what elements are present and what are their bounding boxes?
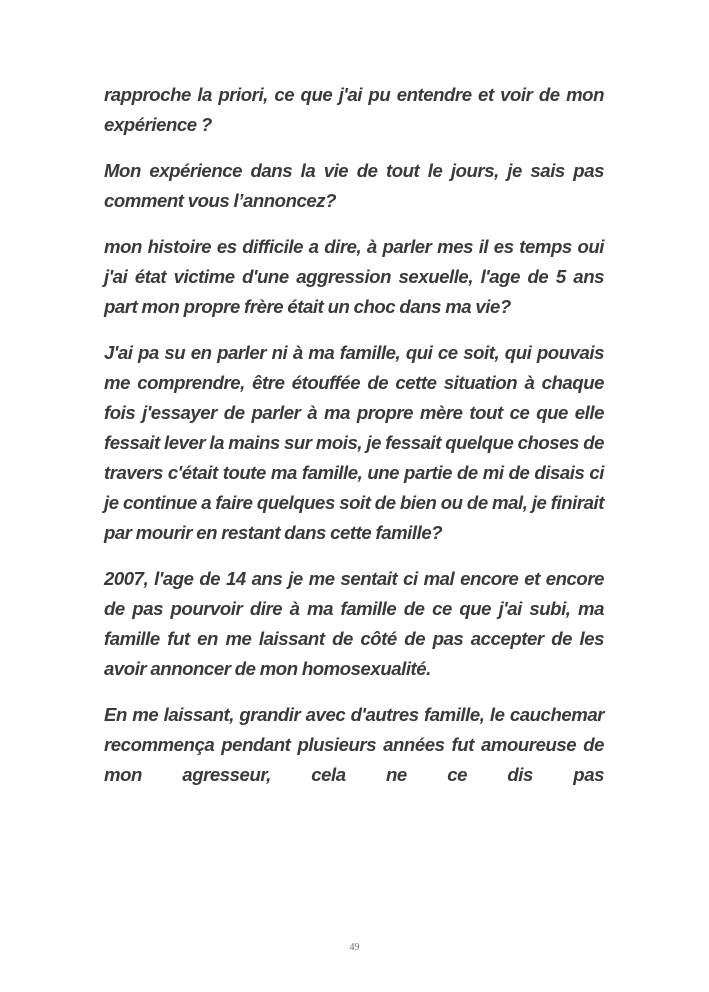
paragraph-3: mon histoire es difficile a dire, à parler mes il es temps oui j'ai état victime d'une aggression sexuelle, l'age de 5 ans part mon propre frère était un choc dans ma vie? — [104, 236, 604, 317]
paragraph-2: Mon expérience dans la vie de tout le jours, je sais pas comment vous l’annoncez? — [104, 160, 604, 211]
page-number: 49 — [349, 942, 360, 953]
paragraph-1: rapproche la priori, ce que j'ai pu entendre et voir de mon expérience ? — [104, 84, 604, 135]
body-text — [104, 80, 604, 790]
paragraph-4: J'ai pa su en parler ni à ma famille, qui ce soit, qui pouvais me comprendre, être étouffée de cette situation à chaque fois j'essayer de parler à ma propre mère tout ce que elle fessait lever la mains sur mois, je fessait quelque choses de travers c'était toute ma famille, une partie de mi de disais ci je continue a faire quelques soit de bien ou de mal, je finirait par mourir en restant dans cette famille? — [104, 342, 604, 543]
paragraph-5: 2007, l'age de 14 ans je me sentait ci mal encore et encore de pas pourvoir dire à ma famille de ce que j'ai subi, ma famille fut en me laissant de côté de pas accepter de les avoir annoncer de mon homosexualité. — [104, 568, 604, 679]
paragraph-6: En me laissant, grandir avec d'autres famille, le cauchemar recommença pendant plusieurs années fut amoureuse de mon agresseur, cela ne ce dis pas — [104, 704, 604, 785]
